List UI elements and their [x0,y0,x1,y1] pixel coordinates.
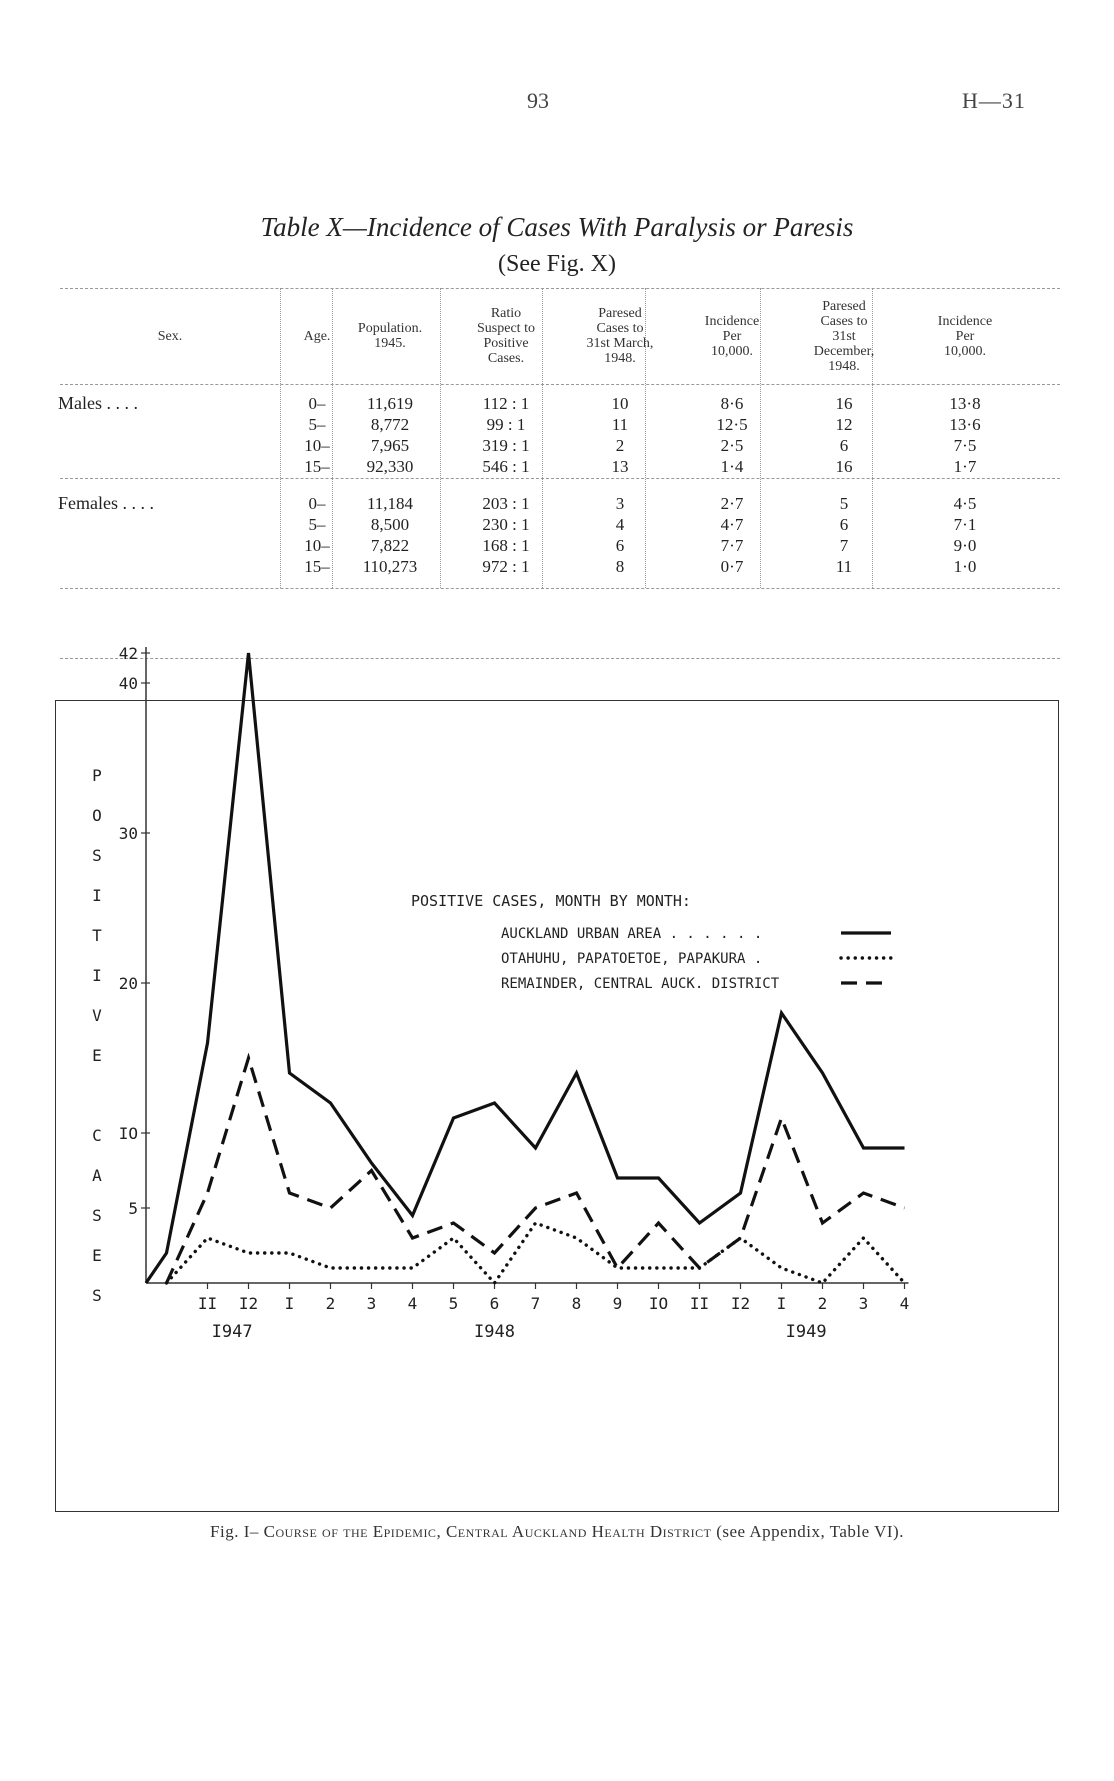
column-header-line: Population. [357,321,423,336]
table-cell: 4 [615,515,625,534]
column-header [335,321,445,351]
table-cell: 5– [308,515,326,534]
table-cell: 13·6 [949,415,981,434]
column-header-line: 1945. [374,336,406,351]
legend-entry: REMAINDER, CENTRAL AUCK. DISTRICT [501,976,780,992]
table-cell: 10– [304,536,330,555]
table-cell: 4·5 [953,494,977,513]
table-cell: 11,619 [366,394,414,413]
table-cell: 8,772 [370,415,410,434]
y-axis-label-letter: O [92,806,102,825]
y-axis-label-letter: I [92,886,102,905]
table-cell: 2 [615,436,625,455]
table-cell: 9·0 [953,536,977,555]
x-tick-label: IO [648,1294,669,1313]
legend-entry: AUCKLAND URBAN AREA . . . . . . [501,926,763,942]
x-tick-label: 3 [366,1294,377,1313]
table-cell: 16 [835,394,853,413]
y-tick-label: 40 [118,674,138,693]
column-header-line: Ratio [490,306,522,321]
table-cell: 1·7 [953,457,977,476]
table-cell: 2·5 [720,436,744,455]
series-line-dotted [167,1223,905,1283]
page-number: 93 [527,88,549,113]
column-header-line: Per [955,328,975,344]
x-tick-label: I [776,1294,787,1313]
y-tick-label: 42 [118,644,138,663]
document-reference: H—31 [962,88,1026,113]
x-tick-label: 4 [899,1294,910,1313]
legend-title: POSITIVE CASES, MONTH BY MONTH: [411,892,691,910]
table-cell: 11 [611,415,629,434]
y-axis-label-letter: S [92,1286,102,1305]
figure-frame [55,644,1059,1512]
caption-text: Course of the Epidemic, Central Auckland Health District [263,1522,712,1541]
column-header-line: Paresed [822,298,866,314]
table-cell: 7 [839,536,849,555]
column-header [451,306,561,366]
table-rule [60,478,1060,479]
table-cell: 7,965 [370,436,410,455]
table-cell: 0– [308,494,326,513]
table-cell: 112 : 1 [482,394,530,413]
table-cell: 11,184 [366,494,414,513]
caption-reference: (see Appendix, Table VI). [716,1522,904,1541]
column-header-line: Per [722,328,742,344]
incidence-table [60,288,1060,658]
table-cell: 168 : 1 [482,536,530,555]
table-rule [60,288,1060,289]
table-cell: 0·7 [720,557,744,576]
column-header [565,306,675,366]
column-header-line: Suspect to [477,321,535,336]
table-cell: 11 [835,557,853,576]
figure-caption [0,1522,1114,1542]
table-cell: 8·6 [720,394,744,413]
year-label: I948 [474,1322,515,1342]
table-cell: 546 : 1 [482,457,530,476]
table-see-figure: (See Fig. X) [498,251,616,277]
column-header-line: Paresed [598,306,642,321]
table-cell: 3 [615,494,625,513]
table-cell: 92,330 [366,457,414,476]
column-header [910,314,1020,359]
y-axis-label-letter: A [92,1166,102,1185]
column-header [789,299,899,374]
table-rule [60,588,1060,589]
table-cell: 10– [304,436,330,455]
y-axis-label-letter: S [92,1206,102,1225]
x-tick-label: 7 [530,1294,541,1313]
epidemic-chart [56,644,1058,1511]
table-cell: 12·5 [716,415,748,434]
table-cell: 15– [304,457,330,476]
y-axis-label-letter: P [92,766,102,785]
column-header-line: Cases. [487,351,525,366]
table-cell: 5– [308,415,326,434]
table-rule [60,384,1060,385]
column-header [115,329,225,344]
legend-entry: OTAHUHU, PAPATOETOE, PAPAKURA . [501,951,763,967]
column-header-line: Incidence [704,313,760,329]
y-tick-label: 20 [118,974,138,993]
table-cell: 7,822 [370,536,410,555]
table-cell: 203 : 1 [482,494,530,513]
table-cell: 5 [839,494,849,513]
y-axis-label-letter: C [92,1126,102,1145]
column-header-line: Incidence [937,313,993,329]
column-header-line: Positive [483,336,529,351]
table-cell: 6 [839,515,849,534]
x-tick-label: 6 [489,1294,500,1313]
x-tick-label: I2 [238,1294,259,1313]
table-cell: 8,500 [370,515,410,534]
caption-fig-number: Fig. I– [210,1522,259,1541]
table-cell: 15– [304,557,330,576]
table-cell: 972 : 1 [482,557,530,576]
table-cell: 99 : 1 [486,415,526,434]
table-cell: 2·7 [720,494,744,513]
x-tick-label: I [284,1294,295,1313]
x-tick-label: 8 [571,1294,582,1313]
sex-label: Males . . . . [58,393,138,413]
x-tick-label: II [689,1294,710,1313]
column-header-line: 31st [832,328,856,344]
column-header [677,314,787,359]
table-rule [60,658,1060,659]
year-label: I949 [785,1322,827,1342]
year-label: I947 [211,1322,253,1342]
table-cell: 4·7 [720,515,744,534]
x-tick-label: 2 [817,1294,828,1313]
y-axis-label-letter: S [92,846,102,865]
y-axis-label-letter: T [92,926,102,945]
y-axis-label-letter: E [92,1046,102,1065]
y-tick-label: 5 [128,1199,138,1218]
table-cell: 230 : 1 [482,515,530,534]
x-tick-label: 4 [407,1294,418,1313]
x-tick-label: II [197,1294,218,1313]
y-tick-label: IO [118,1124,138,1143]
table-cell: 16 [835,457,853,476]
column-header-line: Sex. [157,328,183,344]
y-tick-label: 30 [118,824,138,843]
x-tick-label: I2 [730,1294,751,1313]
table-cell: 10 [611,394,629,413]
table-cell: 7·1 [953,515,977,534]
series-line-solid [146,653,905,1283]
column-header-line: Cases to [596,321,644,336]
column-header-line: 31st March, [586,336,654,351]
table-cell: 6 [615,536,625,555]
table-cell: 110,273 [362,557,418,576]
table-cell: 7·7 [720,536,744,555]
y-axis-label-letter: V [92,1006,102,1025]
table-cell: 1·0 [953,557,977,576]
column-header-line: 10,000. [944,343,986,359]
table-cell: 1·4 [720,457,744,476]
column-header-line: December, [813,343,875,359]
column-header-line: Cases to [820,313,868,329]
table-cell: 0– [308,394,326,413]
x-tick-label: 3 [858,1294,869,1313]
table-title: Table X—Incidence of Cases With Paralysis or Paresis [260,212,854,242]
series-line-dashed [167,1058,905,1283]
table-cell: 8 [615,557,625,576]
table-cell: 6 [839,436,849,455]
y-axis-label-letter: I [92,966,102,985]
x-tick-label: 9 [612,1294,623,1313]
table-cell: 7·5 [953,436,977,455]
table-cell: 319 : 1 [482,436,530,455]
x-tick-label: 2 [325,1294,336,1313]
sex-label: Females . . . . [58,493,154,513]
table-cell: 13·8 [949,394,981,413]
column-header-line: Age. [303,328,331,344]
table-cell: 12 [835,415,853,434]
column-header-line: 1948. [604,351,636,366]
x-tick-label: 5 [448,1294,459,1313]
column-header-line: 1948. [828,358,860,374]
column-header-line: 10,000. [711,343,753,359]
table-cell: 13 [611,457,629,476]
y-axis-label-letter: E [92,1246,102,1265]
